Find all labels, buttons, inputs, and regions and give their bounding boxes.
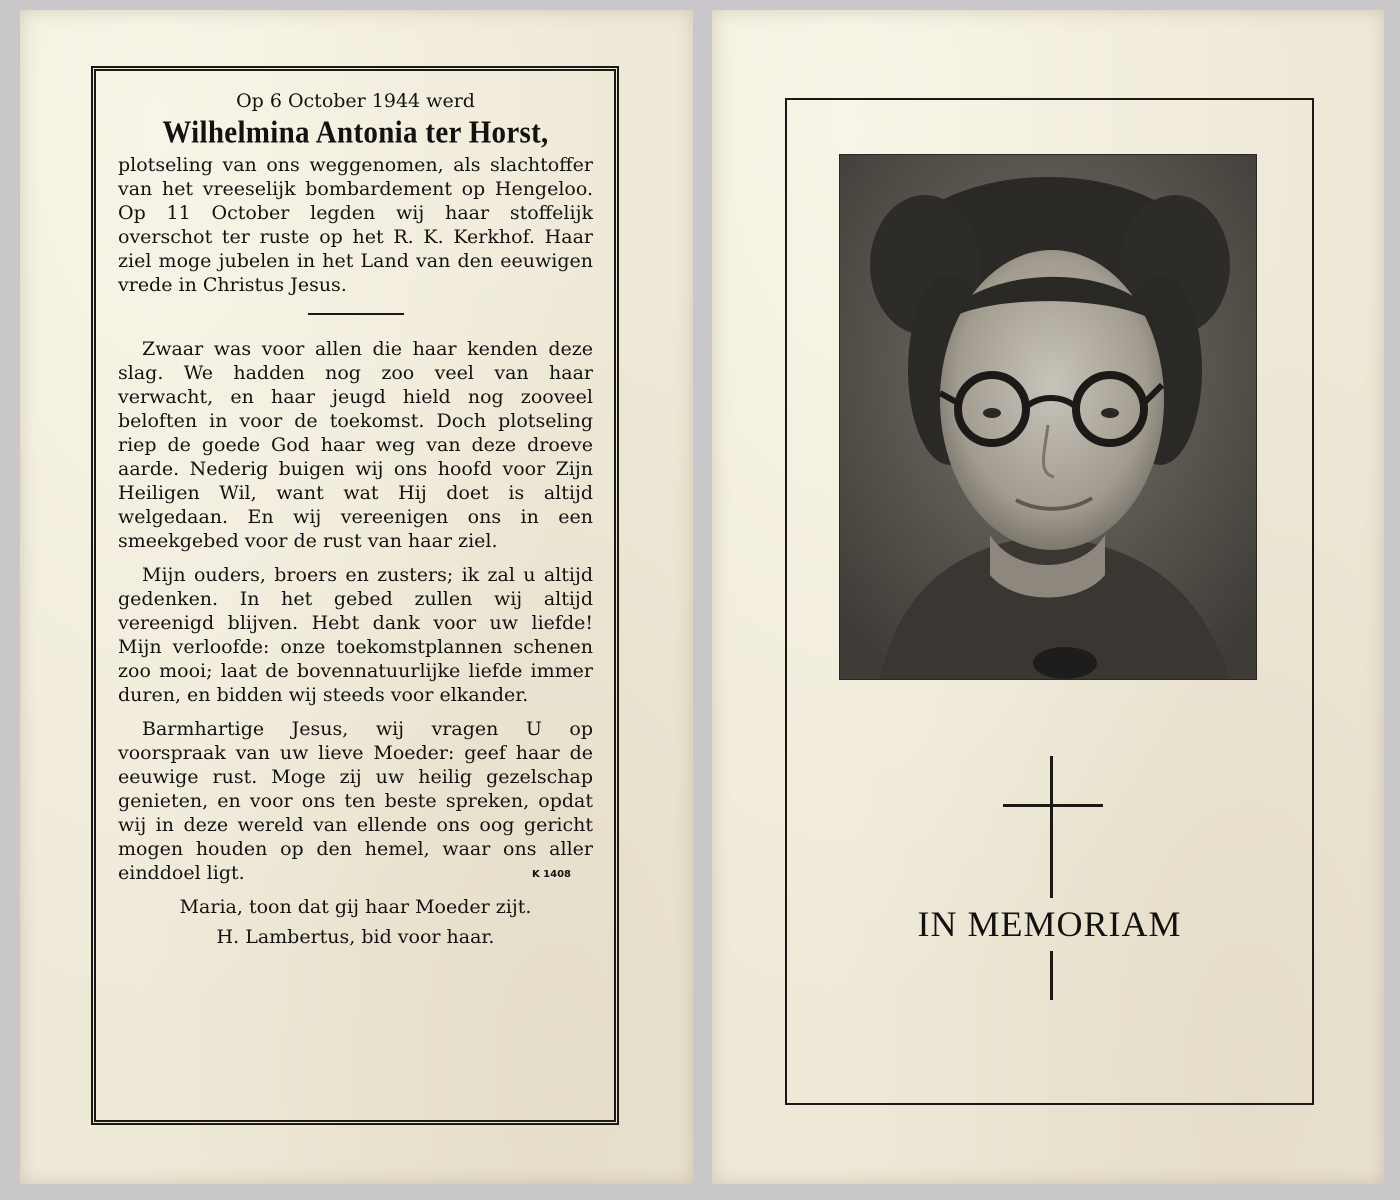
cross-upper-bar xyxy=(1050,756,1053,898)
paragraph-prayer: Barmhartige Jesus, wij vragen U op voorspraak van uw lieve Moeder: geef haar de eeuwige rust. Moge zij uw heilig gezelschap genieten, en voor ons ten beste spreken, opdat wij in deze wereld van ellende ons oog gericht mogen houden op den hemel, waar ons aller einddoel ligt. xyxy=(118,718,593,884)
deceased-name: Wilhelmina Antonia ter Horst, xyxy=(162,115,549,151)
paragraph-farewell: Mijn ouders, broers en zusters; ik zal u altijd gedenken. In het gebed zullen wij altijd vereenigd blijven. Hebt dank voor uw liefde! Mijn verloofde: onze toekomstplannen schenen zoo mooi; laat de bovennatuurlijke liefde immer duren, en bidden wij steeds voor elkander. xyxy=(118,564,593,706)
paragraph-remembrance: Zwaar was voor allen die haar kenden deze slag. We hadden nog zoo veel van haar verwacht, en haar jeugd hield nog zooveel beloften in voor de toekomst. Doch plotseling riep de goede God haar weg van deze droeve aarde. Nederig buigen wij ons hoofd voor Zijn Heiligen Wil, want wat Hij doet is altijd welgedaan. En wij vereenigen ons in een smeekgebed voor de rust van haar ziel. xyxy=(118,338,593,552)
divider-line xyxy=(308,313,404,315)
in-memoriam-title: IN MEMORIAM xyxy=(917,904,1182,944)
paragraph-announcement: plotseling van ons weggenomen, als slachtoffer van het vreeselijk bombardement op Hengeloo. Op 11 October legden wij haar stoffelijk overschot ter ruste op het R. K. Kerkhof. Haar ziel moge jubelen in het Land van den eeuwigen vrede in Christus Jesus. xyxy=(118,154,593,296)
print-code: K 1408 xyxy=(531,869,571,880)
prayer-maria: Maria, toon dat gij haar Moeder zijt. xyxy=(179,896,532,918)
portrait-photo xyxy=(839,154,1257,680)
photo-frame xyxy=(785,98,1314,1105)
cross-arm xyxy=(1003,804,1103,807)
intro-line: Op 6 October 1944 werd xyxy=(236,90,475,112)
memorial-card-photo-side xyxy=(712,10,1384,1184)
prayer-lambertus: H. Lambertus, bid voor haar. xyxy=(216,926,495,948)
memorial-card-text-side xyxy=(20,10,693,1184)
memorial-text xyxy=(118,89,593,949)
text-frame xyxy=(94,69,616,1122)
cross-lower-bar xyxy=(1050,951,1053,1000)
